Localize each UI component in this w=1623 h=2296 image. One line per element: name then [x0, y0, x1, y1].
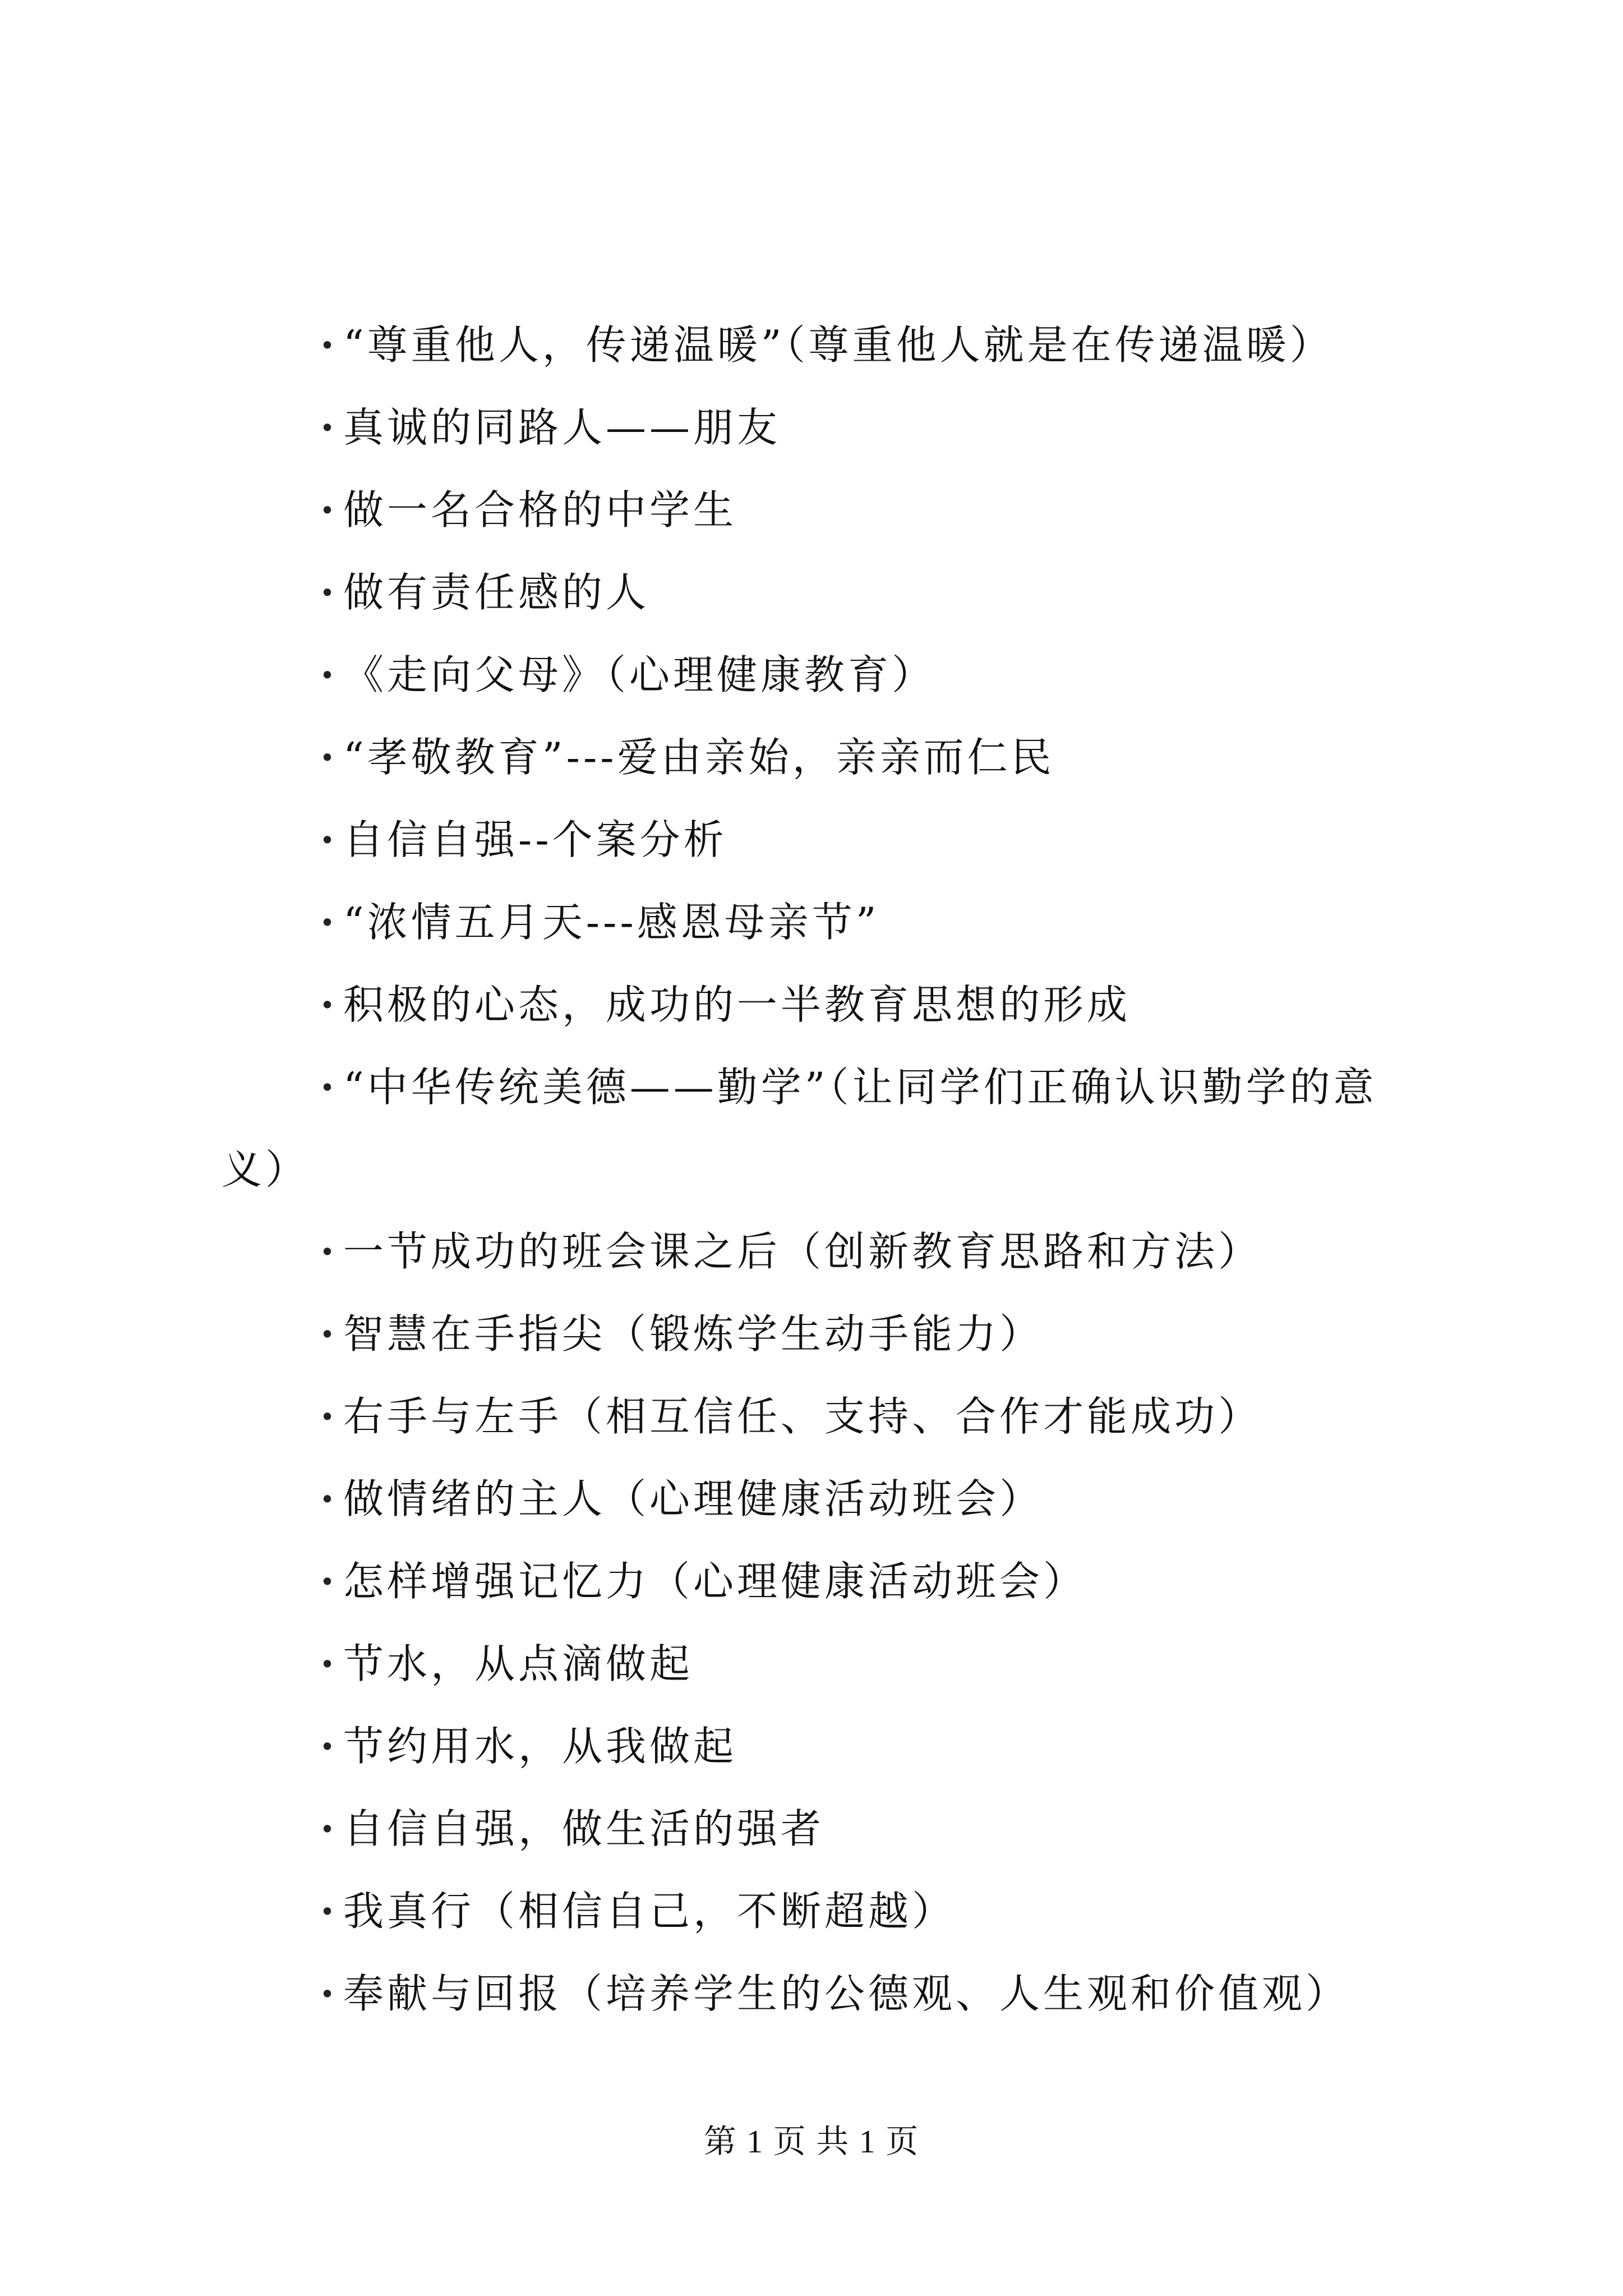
item-text: 积极的心态，成功的一半教育思想的形成	[343, 981, 1131, 1028]
item-text: “浓情五月天---感恩母亲节”	[343, 899, 880, 946]
item-text: 真诚的同路人——朋友	[343, 404, 781, 451]
list-item	[222, 1623, 1438, 1705]
list-item	[222, 1211, 1438, 1293]
bullet-icon: •	[320, 1319, 339, 1350]
page-footer: 第 1 页 共 1 页	[703, 2123, 920, 2160]
item-text: “尊重他人，传递温暖”（尊重他人就是在传递温暖）	[343, 321, 1334, 369]
bullet-icon: •	[320, 578, 339, 608]
list-item	[222, 1540, 1438, 1623]
bullet-icon: •	[320, 1073, 339, 1103]
item-text: 我真行（相信自己，不断超越）	[343, 1888, 956, 1935]
item-text: 奉献与回报（培养学生的公德观、人生观和价值观）	[343, 1970, 1350, 2017]
list-item	[222, 1705, 1438, 1788]
bullet-icon: •	[320, 825, 339, 855]
bullet-icon: •	[320, 1567, 339, 1597]
list-item	[222, 1870, 1438, 1953]
list-item	[222, 1953, 1438, 2035]
topic-list	[222, 304, 1438, 2035]
list-item	[222, 304, 1438, 386]
bullet-icon: •	[320, 413, 339, 443]
item-text: 智慧在手指尖（锻炼学生动手能力）	[343, 1310, 1044, 1358]
bullet-icon: •	[320, 330, 339, 361]
bullet-icon: •	[320, 495, 339, 526]
item-text: 节水，从点滴做起	[343, 1640, 694, 1687]
bullet-icon: •	[320, 1649, 339, 1680]
bullet-icon: •	[320, 743, 339, 773]
list-item	[222, 799, 1438, 881]
list-item	[222, 881, 1438, 964]
list-item	[222, 964, 1438, 1046]
list-item	[222, 1375, 1438, 1458]
item-text: 《走向父母》（心理健康教育）	[343, 651, 936, 698]
list-item	[222, 1458, 1438, 1540]
bullet-icon: •	[320, 1897, 339, 1927]
item-text: 怎样增强记忆力（心理健康活动班会）	[343, 1558, 1087, 1605]
list-item	[222, 1046, 1438, 1211]
item-text: 节约用水，从我做起	[343, 1723, 737, 1770]
bullet-icon: •	[320, 1237, 339, 1267]
item-text: 做一名合格的中学生	[343, 486, 737, 533]
list-item	[222, 634, 1438, 716]
item-text: 一节成功的班会课之后（创新教育思路和方法）	[343, 1228, 1262, 1275]
bullet-icon: •	[320, 1402, 339, 1432]
item-text: 自信自强，做生活的强者	[343, 1805, 825, 1852]
item-text: 做有责任感的人	[343, 569, 650, 616]
bullet-icon: •	[320, 1814, 339, 1844]
bullet-icon: •	[320, 908, 339, 938]
bullet-icon: •	[320, 1979, 339, 2009]
item-text: 自信自强--个案分析	[343, 816, 727, 863]
bullet-icon: •	[320, 1484, 339, 1515]
list-item	[222, 469, 1438, 551]
bullet-icon: •	[320, 1732, 339, 1762]
list-item	[222, 386, 1438, 469]
list-item	[222, 1293, 1438, 1375]
item-text: 做情绪的主人（心理健康活动班会）	[343, 1475, 1044, 1522]
list-item	[222, 1788, 1438, 1870]
bullet-icon: •	[320, 990, 339, 1020]
bullet-icon: •	[320, 660, 339, 691]
list-item	[222, 551, 1438, 634]
list-item	[222, 716, 1438, 799]
item-text: “孝敬教育”---爱由亲始，亲亲而仁民	[343, 734, 1055, 781]
item-text: 右手与左手（相互信任、支持、合作才能成功）	[343, 1393, 1262, 1440]
item-text: “中华传统美德——勤学”（让同学们正确认识勤学的意义）	[222, 1064, 1377, 1193]
